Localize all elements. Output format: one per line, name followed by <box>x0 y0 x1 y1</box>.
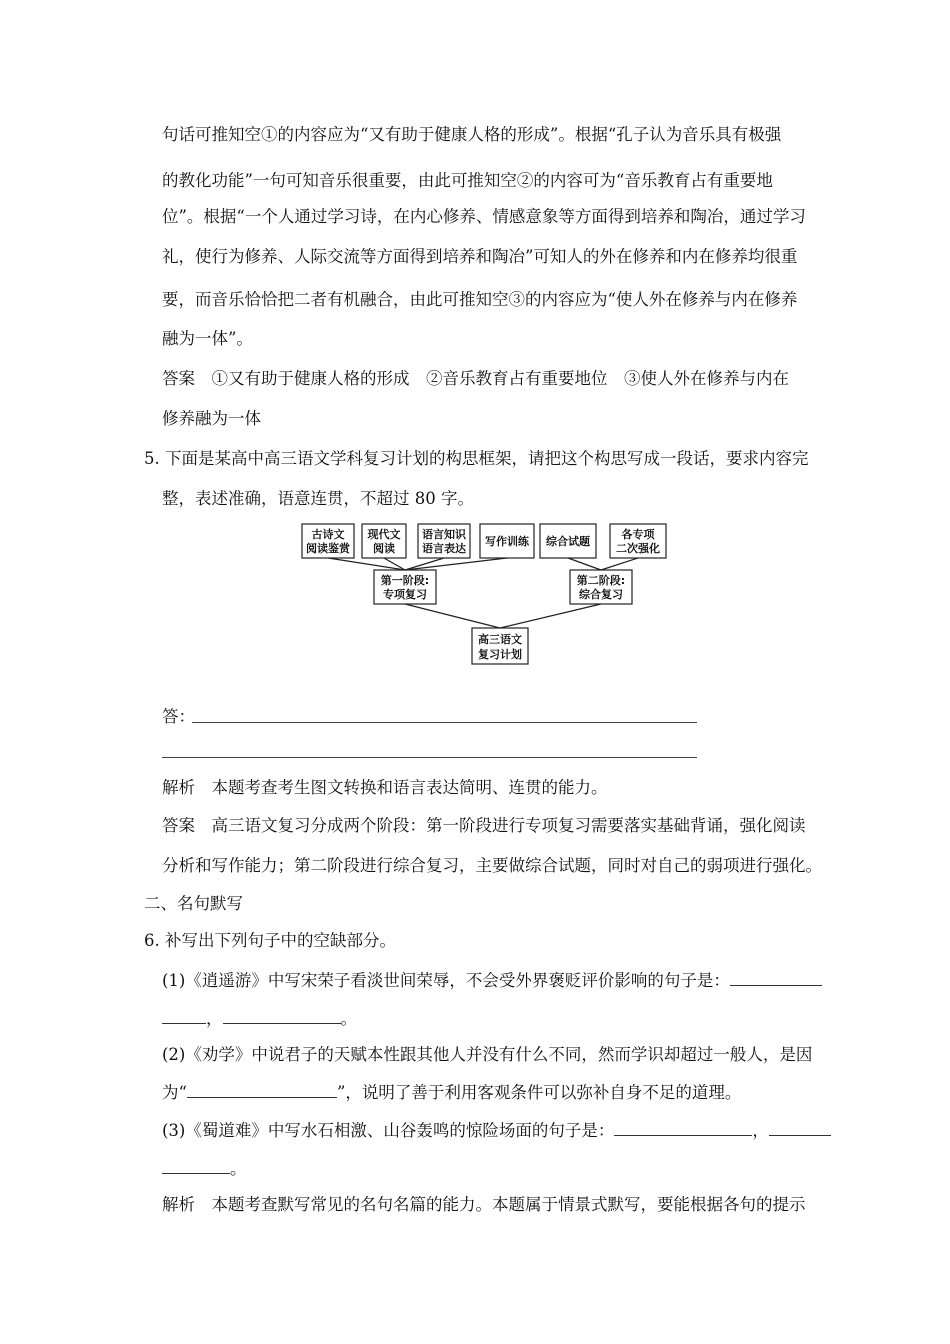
q6-1-text: (1)《逍遥游》中写宋荣子看淡世间荣辱，不会受外界褒贬评价影响的句子是： <box>162 971 730 990</box>
para-line-6: 融为一体”。 <box>162 329 253 348</box>
answer5-line-1: 答案 高三语文复习分成两个阶段：第一阶段进行专项复习需要落实基础背诵，强化阅读 <box>162 816 806 835</box>
answer-blank-2[interactable] <box>162 757 697 758</box>
q6-3-text: (3)《蜀道难》中写水石相激、山谷轰鸣的惊险场面的句子是： <box>162 1121 615 1140</box>
analysis-5: 解析 本题考查考生图文转换和语言表达简明、连贯的能力。 <box>162 778 608 797</box>
stage2-line-1: 第二阶段: <box>576 574 626 587</box>
stage1-line-2: 专项复习 <box>383 588 427 601</box>
q6-1-blank-a[interactable] <box>730 971 822 986</box>
section-2-heading: 二、名句默写 <box>144 894 243 913</box>
q6-3-blank-a[interactable] <box>614 1121 752 1136</box>
q6-1-line-2 <box>162 1008 812 1030</box>
box-1-line-1: 古诗文 <box>311 528 345 541</box>
q6-2-quote-open: 为“ <box>162 1083 187 1102</box>
q6-2-blank[interactable] <box>187 1083 337 1098</box>
box-2-line-2: 阅读 <box>373 542 395 555</box>
box-3-line-1: 语言知识 <box>422 528 466 541</box>
para-line-4: 礼，使行为修养、人际交流等方面得到培养和陶冶”可知人的外在修养和内在修养均很重 <box>162 247 798 266</box>
answer-label: 答： <box>162 707 195 726</box>
para-line-3: 位”。根据“一个人通过学习诗，在内心修养、情感意象等方面得到培养和陶冶，通过学习 <box>162 207 806 226</box>
question-6: 6. 补写出下列句子中的空缺部分。 <box>144 931 396 950</box>
box-3-line-2: 语言表达 <box>422 542 466 555</box>
stage1-line-1: 第一阶段: <box>380 574 430 587</box>
q6-3-period: 。 <box>230 1159 247 1178</box>
stage2-line-2: 综合复习 <box>579 588 623 601</box>
q6-3-comma: ， <box>752 1121 769 1140</box>
answer4-line-1: 答案 ①又有助于健康人格的形成 ②音乐教育占有重要地位 ③使人外在修养与内在 <box>162 369 789 388</box>
para-line-5: 要，而音乐恰恰把二者有机融合，由此可推知空③的内容应为“使人外在修养与内在修养 <box>162 290 798 309</box>
q6-2-line-2 <box>162 1082 812 1104</box>
plan-diagram <box>300 520 670 668</box>
box-6-line-2: 二次强化 <box>616 542 660 555</box>
q6-2-rest: ”，说明了善于利用客观条件可以弥补自身不足的道理。 <box>336 1083 742 1102</box>
q6-3-line-2 <box>162 1158 812 1180</box>
root-line-1: 高三语文 <box>478 633 522 646</box>
box-5-line-1: 综合试题 <box>546 535 590 548</box>
q6-2-line-1: (2)《劝学》中说君子的天赋本性跟其他人并没有什么不同，然而学识却超过一般人，是因 <box>162 1045 813 1064</box>
question-5-cont: 整，表述准确，语意连贯，不超过 80 字。 <box>162 489 474 508</box>
q6-1-period: 。 <box>340 1009 357 1028</box>
q6-1-comma: ， <box>206 1009 223 1028</box>
box-4-line-1: 写作训练 <box>485 535 529 548</box>
box-6-line-1: 各专项 <box>621 528 655 541</box>
box-1-line-2: 阅读鉴赏 <box>306 542 350 555</box>
q6-1-blank-b[interactable] <box>223 1009 341 1024</box>
q6-3-line-1 <box>162 1120 812 1142</box>
q6-3-blank-b[interactable] <box>769 1121 831 1136</box>
q6-3-blank-b-cont[interactable] <box>162 1159 230 1174</box>
para-line-2: 的教化功能”一句可知音乐很重要，由此可推知空②的内容可为“音乐教育占有重要地 <box>162 171 773 190</box>
answer4-line-2: 修养融为一体 <box>162 409 261 428</box>
box-2-line-1: 现代文 <box>367 528 401 541</box>
analysis-6: 解析 本题考查默写常见的名句名篇的能力。本题属于情景式默写，要能根据各句的提示 <box>162 1195 806 1214</box>
question-5: 5. 下面是某高中高三语文学科复习计划的构思框架，请把这个构思写成一段话，要求内容完 <box>144 449 809 468</box>
root-line-2: 复习计划 <box>478 648 522 661</box>
answer-blank-1[interactable] <box>192 722 697 723</box>
answer5-line-2: 分析和写作能力；第二阶段进行综合复习，主要做综合试题，同时对自己的弱项进行强化。 <box>162 856 822 875</box>
para-line-1: 句话可推知空①的内容应为“又有助于健康人格的形成”。根据“孔子认为音乐具有极强 <box>162 125 782 144</box>
q6-1-line-1 <box>162 970 812 992</box>
q6-1-blank-a-cont[interactable] <box>162 1009 206 1024</box>
